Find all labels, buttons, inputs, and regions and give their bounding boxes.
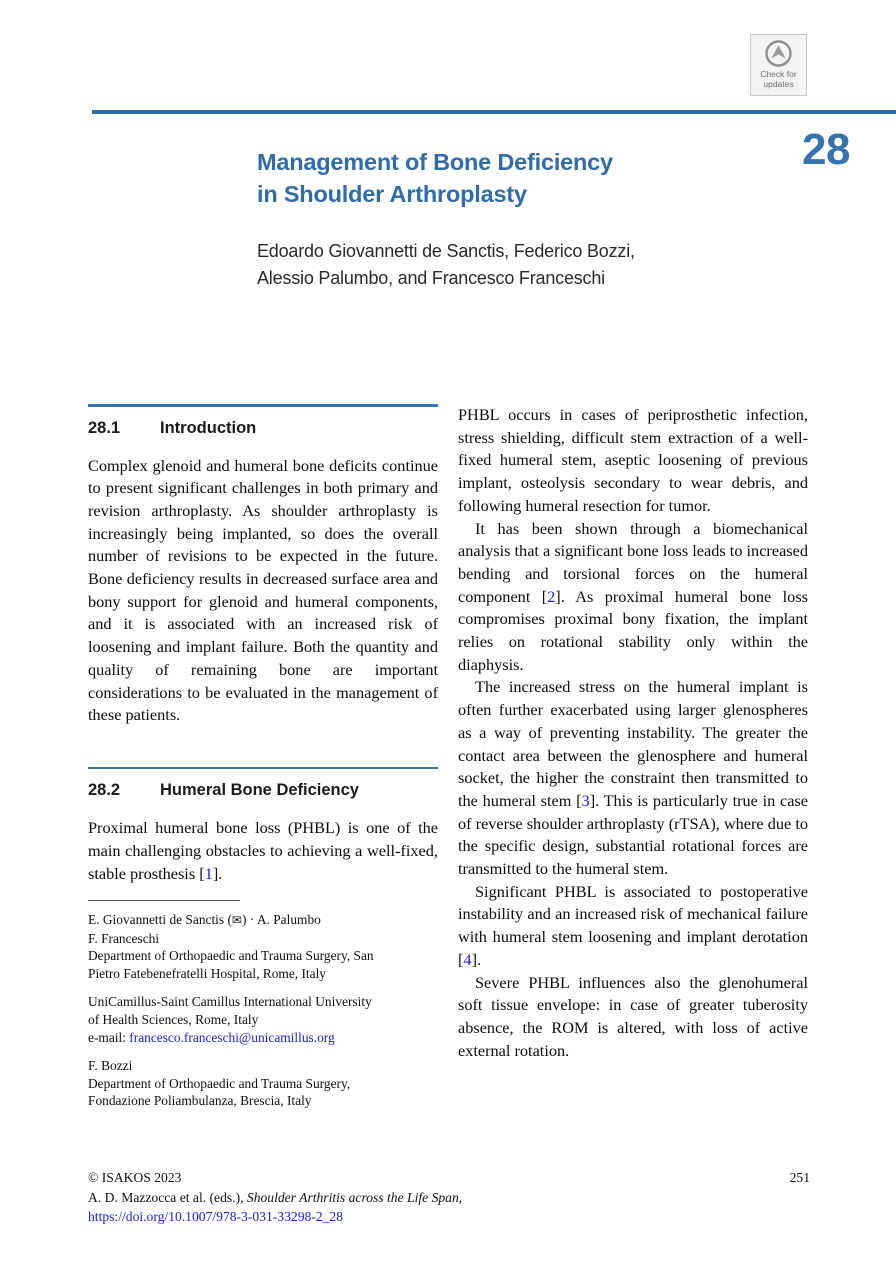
envelope-icon: ✉ (231, 913, 242, 927)
paragraph-right-3-text-a: The increased stress on the humeral implant is often further exacerbated using larger glenospheres as a way of preventing instability. The greater the contact area between the glenosphere and humeral socket, the higher the constraint then transmitted to the humeral stem [ (458, 677, 808, 810)
page-title-line-1: Management of Bone Deficiency (257, 148, 613, 175)
footer-line-copyright (88, 1168, 810, 1188)
section-number-28-1: 28.1 (88, 418, 121, 437)
crossmark-check-for-updates-icon (765, 40, 792, 67)
footnote-affiliation-2 (88, 993, 440, 1046)
paragraph-intro-1: Complex glenoid and humeral bone deficits continue to present significant challenges in both primary and revision arthroplasty. As shoulder arthroplasty is increasingly being implanted, so does the overall number of revisions to be expected in the future. Bone deficiency results in decreased surface area and bony support for glenoid and humeral components, and it is associated with an increased risk of loosening and implant failure. Both the quantity and quality of remaining bone are important considerations to be evaluated in the management of these patients. (88, 455, 438, 725)
check-for-updates-badge[interactable] (750, 34, 807, 96)
footnote-author-1-b: ) · A. Palumbo (241, 912, 321, 927)
paragraph-humeral-1-text-a: Proximal humeral bone loss (PHBL) is one of the main challenging obstacles to achieving a well-fixed, stable prosthesis [ (88, 818, 438, 883)
footnote-area (88, 900, 440, 1110)
paragraph-right-2-text-b: ]. As proximal humeral bone loss compromises proximal bony fixation, the implant relies on rotational stability only within the diaphysis. (458, 586, 808, 674)
citation-book-title: Shoulder Arthritis across the Life Span (246, 1189, 459, 1205)
section-number-28-2: 28.2 (88, 781, 121, 800)
citation-ref-1[interactable]: 1 (204, 863, 213, 883)
chapter-number: 28 (802, 125, 850, 174)
section-heading-28-1 (88, 418, 438, 438)
footnote-author-1-a: E. Giovannetti de Sanctis ( (88, 912, 232, 927)
footnote-email-label: e-mail: (88, 1029, 130, 1045)
paragraph-humeral-1 (88, 817, 438, 885)
paragraph-humeral-1-text-b: ]. (212, 863, 223, 883)
header-top-rule (92, 110, 896, 114)
footnote-affiliation-3 (88, 1057, 440, 1110)
author-list (257, 238, 777, 292)
left-column (88, 404, 438, 886)
author-line-1: Edoardo Giovannetti de Sanctis, Federico Bozzi, (257, 241, 635, 261)
right-column (458, 404, 808, 1062)
check-for-updates-caption (760, 69, 796, 89)
footer-line-citation (88, 1188, 810, 1208)
paragraph-right-2 (458, 518, 808, 677)
paragraph-right-1: PHBL occurs in cases of periprosthetic infection, stress shielding, difficult stem extraction of a well-fixed humeral stem, aseptic loosening of previous implant, osteolysis secondary to wear debris, and following humeral resection for tumor. (458, 405, 808, 515)
copyright-text: © ISAKOS 2023 (88, 1170, 182, 1185)
footnote-affil-3-line-2: Fondazione Poliambulanza, Brescia, Italy (88, 1093, 312, 1109)
badge-line-1: Check for (760, 69, 797, 79)
section-heading-28-2 (88, 780, 438, 800)
section-rule-28-1 (88, 404, 438, 407)
section-title-28-1: Introduction (160, 418, 257, 437)
citation-ref-4[interactable]: 4 (463, 949, 472, 969)
footnote-affil-1-line-2: Pietro Fatebenefratelli Hospital, Rome, Italy (88, 965, 326, 981)
footnote-affiliation-1 (88, 911, 440, 982)
page-number: 251 (789, 1170, 810, 1185)
citation-suffix: , (458, 1189, 463, 1205)
paragraph-right-4-text-b: ]. (471, 949, 482, 969)
paragraph-right-4-text-a: Significant PHBL is associated to postoperative instability and an increased risk of mechanical failure with humeral stem loosening and implant derotation [ (458, 881, 808, 969)
badge-line-2: updates (763, 79, 794, 89)
section-28-2-block (88, 767, 438, 886)
page-footer (88, 1168, 810, 1227)
page-title (257, 146, 727, 211)
paragraph-right-2-text-a: It has been shown through a biomechanical analysis that a significant bone loss leads to increased bending and torsional forces on the humeral component [ (458, 518, 808, 606)
footnote-affil-1-line-1: Department of Orthopaedic and Trauma Surgery, San (88, 948, 374, 964)
footnote-author-3: F. Bozzi (88, 1058, 133, 1074)
footnote-affil-2-line-2: of Health Sciences, Rome, Italy (88, 1011, 259, 1027)
section-rule-28-2 (88, 767, 438, 770)
footnote-email-link[interactable]: francesco.franceschi@unicamillus.org (129, 1029, 335, 1045)
footnote-separator-rule (88, 900, 240, 901)
paragraph-right-3 (458, 676, 808, 880)
section-title-28-2: Humeral Bone Deficiency (160, 781, 359, 800)
footnote-affil-2-line-1: UniCamillus-Saint Camillus International University (88, 994, 372, 1010)
paragraph-right-3-text-b: ]. This is particularly true in case of reverse shoulder arthroplasty (rTSA), where due to the specific design, substantial rotational forces are transmitted to the humeral stem. (458, 790, 808, 879)
paragraph-right-5: Severe PHBL influences also the glenohumeral soft tissue envelope: in case of greater tuberosity absence, the ROM is altered, with loss of active external rotation. (458, 972, 808, 1060)
citation-ref-3[interactable]: 3 (581, 790, 590, 810)
citation-ref-2[interactable]: 2 (547, 586, 556, 606)
footnote-affil-3-line-1: Department of Orthopaedic and Trauma Surgery, (88, 1075, 351, 1091)
citation-prefix: A. D. Mazzocca et al. (eds.), (88, 1189, 247, 1205)
footnote-author-2: F. Franceschi (88, 930, 160, 946)
page-title-line-2: in Shoulder Arthroplasty (257, 181, 527, 208)
doi-link[interactable]: https://doi.org/10.1007/978-3-031-33298-2_28 (88, 1209, 344, 1225)
author-line-2: Alessio Palumbo, and Francesco Franceschi (257, 268, 605, 288)
paragraph-right-4 (458, 881, 808, 972)
